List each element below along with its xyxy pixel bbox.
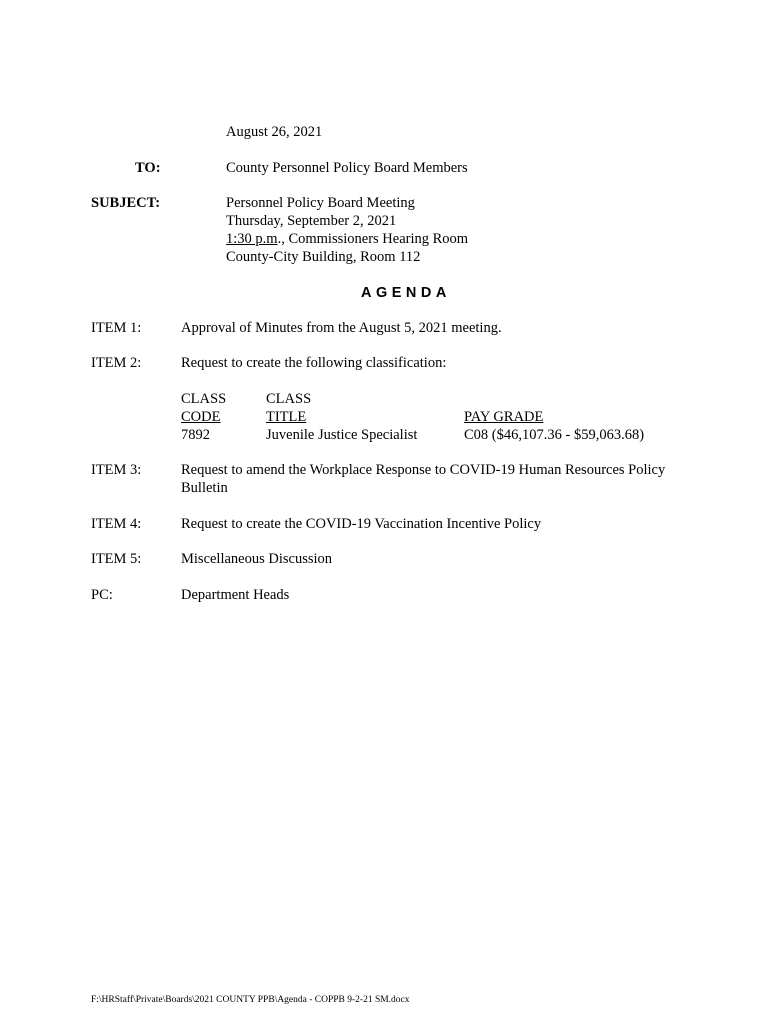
subject-line-4: County-City Building, Room 112 [226,249,421,265]
item-1-text: Approval of Minutes from the August 5, 2021 meeting. [181,320,502,336]
subject-location: ., Commissioners Hearing Room [277,231,469,247]
table-header-code: CODE [181,409,221,425]
item-3-label: ITEM 3: [91,462,142,478]
footer-file-path: F:\HRStaff\Private\Boards\2021 COUNTY PPB\Agenda - COPPB 9-2-21 SM.docx [91,995,410,1005]
item-5-label: ITEM 5: [91,551,142,567]
item-5-text: Miscellaneous Discussion [181,551,333,567]
table-cell-title: Juvenile Justice Specialist [266,427,418,443]
table-header-title: TITLE [266,409,307,425]
table-header-class-2: CLASS [266,391,312,407]
pc-value: Department Heads [181,587,290,603]
item-3-text-line-1: Request to amend the Workplace Response to COVID-19 Human Resources Policy [181,462,666,478]
agenda-title: AGENDA [361,285,451,301]
to-value: County Personnel Policy Board Members [226,160,468,176]
subject-line-3 [226,230,468,248]
subject-line-1: Personnel Policy Board Meeting [226,195,415,211]
item-4-label: ITEM 4: [91,516,142,532]
subject-time: 1:30 p.m [226,231,278,247]
to-label: TO: [135,160,161,176]
table-header-class-1: CLASS [181,391,227,407]
subject-label: SUBJECT: [91,195,161,211]
item-1-label: ITEM 1: [91,320,142,336]
item-2-label: ITEM 2: [91,355,142,371]
pc-label: PC: [91,587,113,603]
table-header-pay-grade: PAY GRADE [464,409,544,425]
memo-date: August 26, 2021 [226,124,323,140]
item-3-text-line-2: Bulletin [181,480,228,496]
table-cell-code: 7892 [181,427,210,443]
item-4-text: Request to create the COVID-19 Vaccination Incentive Policy [181,516,542,532]
table-cell-pay-grade: C08 ($46,107.36 - $59,063.68) [464,427,645,443]
subject-line-2: Thursday, September 2, 2021 [226,213,397,229]
item-2-text: Request to create the following classification: [181,355,447,371]
